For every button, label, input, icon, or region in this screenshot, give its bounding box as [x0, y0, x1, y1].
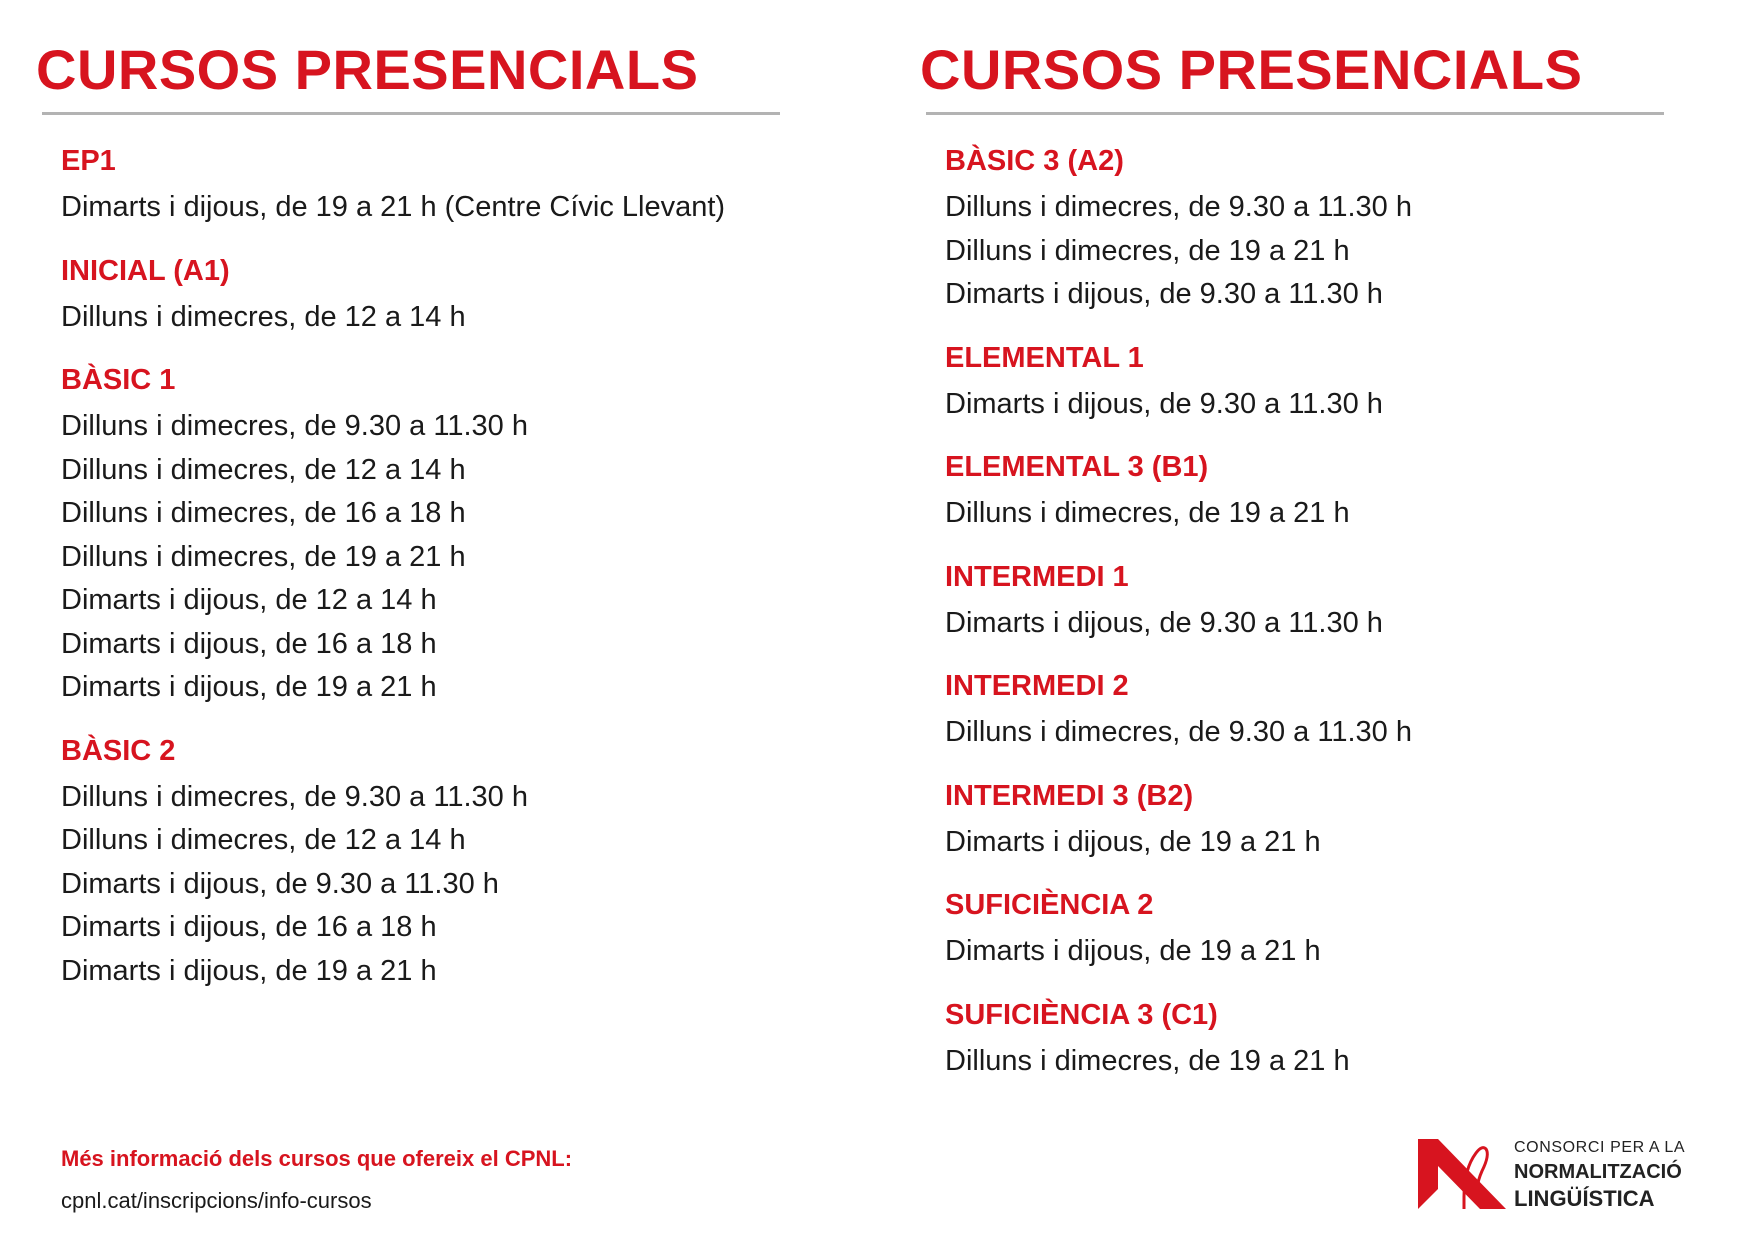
left-course-list — [61, 143, 776, 993]
course-schedule-line: Dilluns i dimecres, de 12 a 14 h — [61, 824, 466, 856]
course-block — [61, 362, 776, 710]
course-schedule-line: Dimarts i dijous, de 19 a 21 h — [61, 954, 437, 987]
course-schedule-line: Dimarts i dijous, de 9.30 a 11.30 h — [945, 606, 1383, 639]
course-block — [61, 733, 776, 994]
course-block — [945, 449, 1660, 536]
logo-line-3: LINGÜÍSTICA — [1514, 1186, 1655, 1211]
course-name: INICIAL (A1) — [61, 254, 230, 287]
right-column — [920, 36, 1660, 1106]
cpnl-logo-icon — [1418, 1139, 1506, 1209]
course-block — [945, 887, 1660, 974]
course-block — [945, 997, 1660, 1084]
course-schedule-line: Dimarts i dijous, de 19 a 21 h — [61, 671, 437, 703]
more-info-label: Més informació dels cursos que ofereix el CPNL: — [61, 1146, 573, 1171]
course-schedule-line: Dilluns i dimecres, de 19 a 21 h — [945, 497, 1350, 529]
course-block — [945, 340, 1660, 427]
course-schedule-line: Dimarts i dijous, de 19 a 21 h — [945, 825, 1321, 858]
course-schedule-line: Dimarts i dijous, de 9.30 a 11.30 h — [945, 278, 1383, 310]
cpnl-logo-text — [1514, 1137, 1685, 1213]
course-schedule-line: Dilluns i dimecres, de 16 a 18 h — [61, 497, 466, 529]
course-name: EP1 — [61, 145, 116, 177]
right-course-list — [945, 143, 1660, 1083]
course-schedule-line: Dimarts i dijous, de 9.30 a 11.30 h — [61, 867, 499, 900]
course-schedule-line: Dilluns i dimecres, de 19 a 21 h — [61, 540, 466, 573]
more-info-link[interactable]: cpnl.cat/inscripcions/info-cursos — [61, 1188, 372, 1213]
course-schedule-line: Dilluns i dimecres, de 12 a 14 h — [61, 453, 466, 486]
course-name: SUFICIÈNCIA 2 — [945, 889, 1154, 921]
course-block — [61, 253, 776, 340]
course-name: ELEMENTAL 1 — [945, 341, 1144, 374]
course-schedule-line: Dilluns i dimecres, de 19 a 21 h — [945, 234, 1350, 267]
course-schedule-line: Dilluns i dimecres, de 9.30 a 11.30 h — [61, 780, 528, 813]
right-title-rule — [926, 112, 1664, 115]
course-name: BÀSIC 1 — [61, 364, 176, 396]
more-info-footer — [61, 1143, 572, 1217]
course-name: INTERMEDI 1 — [945, 560, 1129, 593]
course-schedule-line: Dimarts i dijous, de 12 a 14 h — [61, 584, 437, 616]
course-schedule-line: Dilluns i dimecres, de 9.30 a 11.30 h — [945, 716, 1412, 748]
course-block — [61, 143, 776, 230]
course-schedule-line: Dimarts i dijous, de 16 a 18 h — [61, 627, 437, 660]
course-schedule-line: Dimarts i dijous, de 16 a 18 h — [61, 911, 437, 943]
logo-line-2: NORMALITZACIÓ — [1514, 1161, 1682, 1183]
course-block — [945, 668, 1660, 755]
course-block — [945, 143, 1660, 317]
cpnl-logo — [1418, 1137, 1688, 1217]
course-name: INTERMEDI 2 — [945, 670, 1129, 702]
course-schedule-line: Dimarts i dijous, de 19 a 21 h (Centre Cívic Llevant) — [61, 191, 726, 223]
course-schedule-line: Dimarts i dijous, de 9.30 a 11.30 h — [945, 387, 1383, 420]
course-name: BÀSIC 2 — [61, 734, 176, 767]
course-schedule-line: Dilluns i dimecres, de 9.30 a 11.30 h — [945, 191, 1412, 223]
left-title-rule — [42, 112, 780, 115]
course-schedule-line: Dimarts i dijous, de 19 a 21 h — [945, 935, 1321, 967]
left-title: CURSOS PRESENCIALS — [36, 38, 699, 101]
course-name: BÀSIC 3 (A2) — [945, 145, 1124, 177]
course-schedule-line: Dilluns i dimecres, de 19 a 21 h — [945, 1044, 1350, 1077]
course-schedule-line: Dilluns i dimecres, de 9.30 a 11.30 h — [61, 410, 528, 442]
right-title: CURSOS PRESENCIALS — [920, 38, 1583, 101]
course-block — [945, 778, 1660, 865]
course-name: ELEMENTAL 3 (B1) — [945, 451, 1209, 483]
logo-line-1: CONSORCI PER A LA — [1514, 1139, 1686, 1156]
course-name: INTERMEDI 3 (B2) — [945, 779, 1194, 812]
course-block — [945, 559, 1660, 646]
course-name: SUFICIÈNCIA 3 (C1) — [945, 998, 1218, 1031]
course-schedule-line: Dilluns i dimecres, de 12 a 14 h — [61, 300, 466, 333]
left-column — [36, 36, 776, 1016]
